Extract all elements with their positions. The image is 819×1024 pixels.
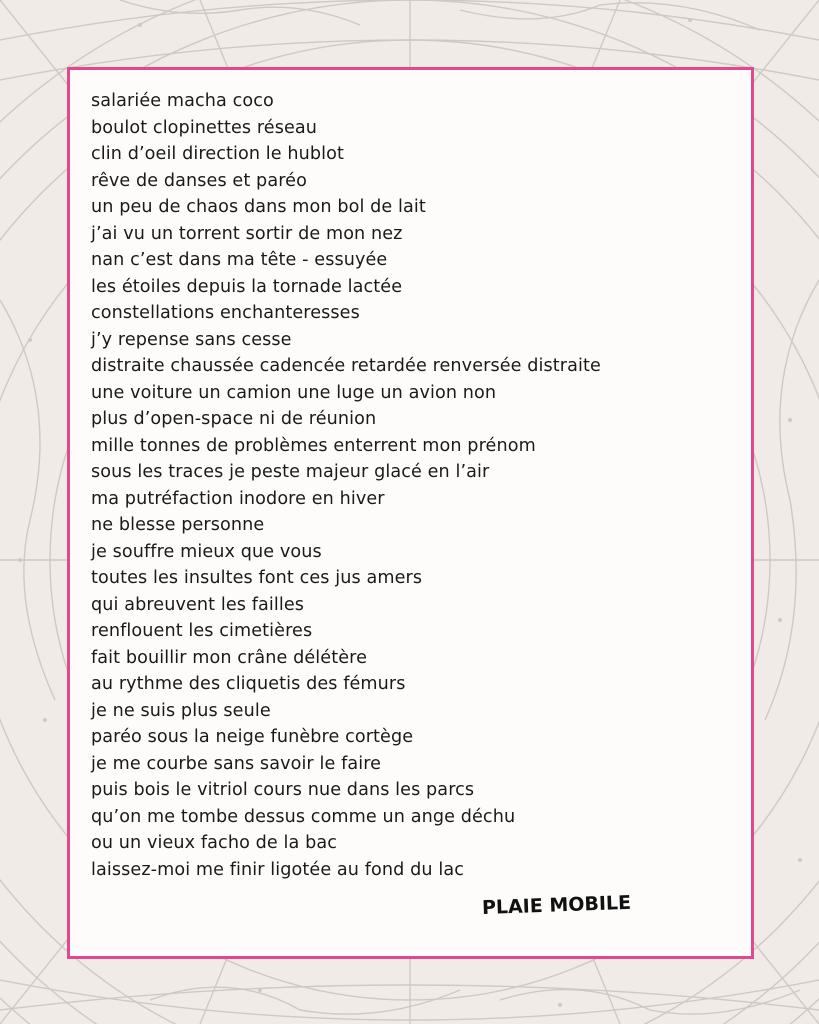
poem-line: les étoiles depuis la tornade lactée — [91, 276, 403, 297]
poem-line: au rythme des cliquetis des fémurs — [91, 674, 406, 694]
poem-line: ne blesse personne — [91, 515, 265, 535]
poem-line: j’ai vu un torrent sortir de mon nez — [91, 223, 403, 244]
poem-line: un peu de chaos dans mon bol de lait — [91, 197, 426, 217]
poem-line: renflouent les cimetières — [91, 621, 313, 641]
poem-line: salariée macha coco — [91, 91, 274, 111]
poem-line: ou un vieux facho de la bac — [91, 833, 338, 853]
poem-line: je me courbe sans savoir le faire — [91, 753, 382, 774]
poem-line: mille tonnes de problèmes enterrent mon prénom — [91, 435, 536, 456]
poem-line: une voiture un camion une luge un avion non — [91, 382, 497, 403]
poem-line: je souffre mieux que vous — [91, 541, 322, 562]
poem-line: boulot clopinettes réseau — [91, 117, 318, 138]
poem-line: clin d’oeil direction le hublot — [91, 144, 345, 164]
signature: PLAIE MOBILE — [481, 891, 632, 919]
poem-card — [67, 67, 754, 959]
poem-line: j’y repense sans cesse — [91, 329, 292, 350]
poem-line: je ne suis plus seule — [91, 700, 271, 721]
poem-line: constellations enchanteresses — [91, 303, 360, 323]
poem-line: qu’on me tombe dessus comme un ange déchu — [91, 806, 516, 827]
poem-line: puis bois le vitriol cours nue dans les parcs — [91, 780, 475, 800]
poem-line: paréo sous la neige funèbre cortège — [91, 727, 414, 747]
poem-line: sous les traces je peste majeur glacé en l’air — [91, 462, 490, 482]
poem-line: toutes les insultes font ces jus amers — [91, 568, 423, 588]
poem-line: qui abreuvent les failles — [91, 594, 305, 615]
poem-line: nan c’est dans ma tête - essuyée — [91, 250, 388, 270]
poem-line: distraite chaussée cadencée retardée renversée distraite — [91, 356, 601, 376]
poem-text — [91, 88, 601, 883]
poem-line: ma putréfaction inodore en hiver — [91, 488, 385, 509]
poem-line: laissez-moi me finir ligotée au fond du lac — [91, 859, 464, 880]
poem-line: rêve de danses et paréo — [91, 170, 307, 191]
poem-line: fait bouillir mon crâne délétère — [91, 647, 368, 668]
poem-line: plus d’open-space ni de réunion — [91, 409, 377, 429]
